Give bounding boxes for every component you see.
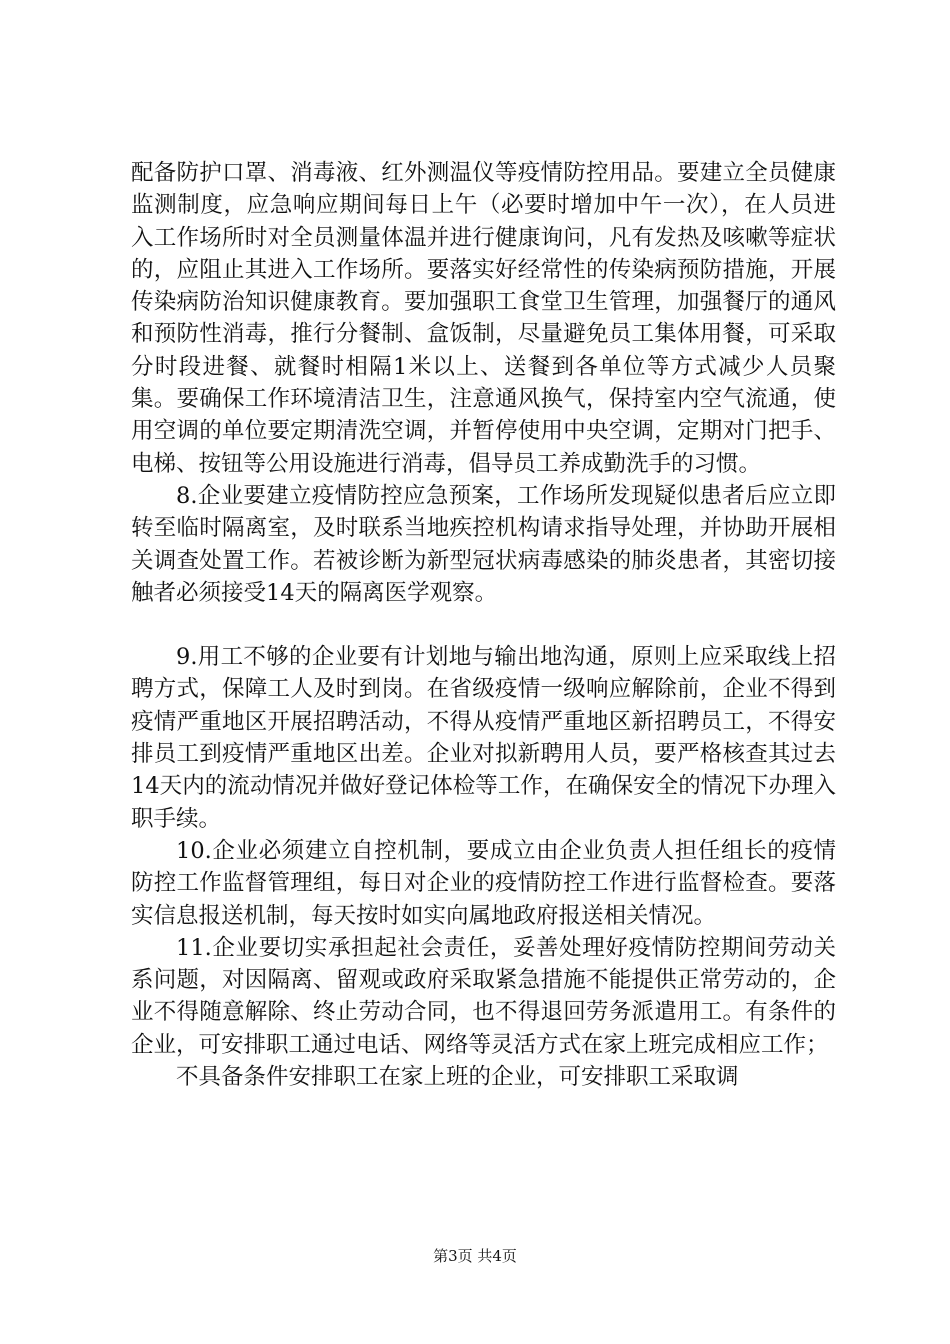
page-number-label: 第3页 共4页 [433, 1247, 517, 1265]
paragraph-spacer [131, 609, 836, 641]
page-footer [0, 1246, 950, 1266]
paragraph-item-8: 8.企业要建立疫情防控应急预案，工作场所发现疑似患者后应立即转至临时隔离室，及时联系当地疾控机构请求指导处理，并协助开展相关调查处置工作。若被诊断为新型冠状病毒感染的肺炎患者，其密切接触者必须接受14天的隔离医学观察。 [131, 482, 836, 606]
paragraph-trailing: 不具备条件安排职工在家上班的企业，可安排职工采取调 [176, 1064, 739, 1091]
paragraph-item-11: 11.企业要切实承担起社会责任，妥善处理好疫情防控期间劳动关系问题，对因隔离、留观或政府采取紧急措施不能提供正常劳动的，企业不得随意解除、终止劳动合同，也不得退回劳务派遣用工。有条件的企业，可安排职工通过电话、网络等灵活方式在家上班完成相应工作； [131, 934, 836, 1058]
paragraph-item-10: 10.企业必须建立自控机制，要成立由企业负责人担任组长的疫情防控工作监督管理组，每日对企业的疫情防控工作进行监督检查。要落实信息报送机制，每天按时如实向属地政府报送相关情况。 [131, 837, 836, 929]
document-body [131, 157, 836, 1093]
paragraph-continued: 配备防护口罩、消毒液、红外测温仪等疫情防控用品。要建立全员健康监测制度，应急响应期间每日上午（必要时增加中午一次），在人员进入工作场所时对全员测量体温并进行健康询问，凡有发热及咳嗽等症状的，应阻止其进入工作场所。要落实好经常性的传染病预防措施，开展传染病防治知识健康教育。要加强职工食堂卫生管理，加强餐厅的通风和预防性消毒，推行分餐制、盒饭制，尽量避免员工集体用餐，可采取分时段进餐、就餐时相隔1米以上、送餐到各单位等方式减少人员聚集。要确保工作环境清洁卫生，注意通风换气，保持室内空气流通，使用空调的单位要定期清洗空调，并暂停使用中央空调，定期对门把手、电梯、按钮等公用设施进行消毒，倡导员工养成勤洗手的习惯。 [131, 160, 836, 477]
paragraph-item-9: 9.用工不够的企业要有计划地与输出地沟通，原则上应采取线上招聘方式，保障工人及时到岗。在省级疫情一级响应解除前，企业不得到疫情严重地区开展招聘活动，不得从疫情严重地区新招聘员工，不得安排员工到疫情严重地区出差。企业对拟新聘用人员，要严格核查其过去14天内的流动情况并做好登记体检等工作，在确保安全的情况下办理入职手续。 [131, 644, 836, 832]
